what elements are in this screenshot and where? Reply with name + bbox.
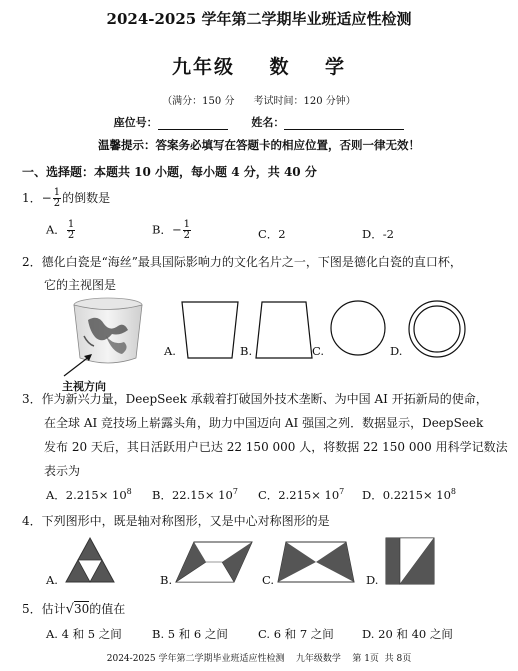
notice: 温馨提示：答案务必填写在答题卡的相应位置，否则一律无效！ xyxy=(98,138,420,152)
question-5-option-b: B. 5 和 6 之间 xyxy=(152,627,228,641)
question-2-option-d-label: D. xyxy=(390,344,403,358)
question-3-line-4: 表示为 xyxy=(44,464,81,478)
radicand: 30 xyxy=(73,602,90,616)
question-3-option-a: A．$2.215\times 10^8$ xyxy=(46,487,132,502)
seat-label: 座位号： xyxy=(113,116,158,129)
option-d-square-figure xyxy=(384,536,436,586)
question-1-option-a: A． $\frac{1}{2}$ xyxy=(46,219,75,241)
question-2-option-c-label: C. xyxy=(312,344,325,358)
question-1-option-b: B．− $\frac{1}{2}$ xyxy=(152,219,190,241)
option-a-trapezoid xyxy=(180,300,240,360)
question-4-option-d-label: D. xyxy=(366,573,379,587)
option-d-concentric-circles xyxy=(406,298,468,360)
question-1-option-d: D．-2 xyxy=(362,227,394,241)
question-1-option-c: C．2 xyxy=(258,227,286,241)
option-a-triangle-figure xyxy=(64,536,116,584)
option-b-trapezoid xyxy=(254,300,314,360)
question-5-option-d: D. 20 和 40 之间 xyxy=(362,627,453,641)
exam-info: （满分：150 分 考试时间：120 分钟） xyxy=(162,96,356,107)
page-footer: 2024-2025 学年第二学期毕业班适应性检测 九年级数学 第 1页 共 8页 xyxy=(106,654,412,664)
name-label: 姓名： xyxy=(251,116,285,129)
question-3-line-1: 3．作为新兴力量，DeepSeek 承载着打破国外技术垄断、为中国 AI 开拓新局的使命， xyxy=(22,392,488,406)
option-c-bowtie-figure xyxy=(276,540,356,584)
fraction: $\frac{1}{2}$ xyxy=(53,187,61,209)
name-blank xyxy=(284,129,404,130)
question-5-stem: 5．估计√30的值在 xyxy=(22,602,126,617)
question-4-stem: 4．下列图形中，既是轴对称图形，又是中心对称图形的是 xyxy=(22,514,330,528)
subject-title: 九年级 数 学 xyxy=(172,56,346,78)
view-direction-arrow xyxy=(58,350,98,380)
option-b-parallelogram-figure xyxy=(174,540,254,584)
question-3-option-c: C．$2.215\times 10^7$ xyxy=(258,487,345,502)
section-title: 一、选择题：本题共 10 小题，每小题 4 分，共 40 分 xyxy=(22,165,317,179)
question-3-line-2: 在全球 AI 竞技场上崭露头角，助力中国迈向 AI 强国之列．数据显示，DeepSeek xyxy=(44,416,484,430)
question-4-option-b-label: B. xyxy=(160,573,173,587)
exam-title: 2024-2025 学年第二学期毕业班适应性检测 xyxy=(106,10,412,28)
question-4-option-c-label: C. xyxy=(262,573,275,587)
option-c-circle xyxy=(328,298,388,358)
question-2-line-2: 它的主视图是 xyxy=(44,278,117,292)
question-2-option-b-label: B. xyxy=(240,344,253,358)
question-3-option-d: D．$0.2215\times 10^8$ xyxy=(362,487,456,502)
question-2-option-a-label: A. xyxy=(164,344,176,358)
question-4-option-a-label: A. xyxy=(46,573,58,587)
question-3-line-3: 发布 20 天后，其日活跃用户已达 22 150 000 人，将数据 22 150 000 用科学记数法 xyxy=(44,440,508,454)
view-direction-label: 主视方向 xyxy=(62,380,106,393)
question-5-option-a: A. 4 和 5 之间 xyxy=(46,627,122,641)
seat-name-row xyxy=(0,114,518,130)
question-2-line-1: 2．德化白瓷是“海丝”最具国际影响力的文化名片之一，下图是德化白瓷的直口杯， xyxy=(22,255,462,269)
seat-blank xyxy=(158,129,228,130)
question-5-option-c: C. 6 和 7 之间 xyxy=(258,627,334,641)
question-1-stem: 1．− $\frac{1}{2}$ 的倒数是 xyxy=(22,187,111,209)
question-3-option-b: B．$22.15\times 10^7$ xyxy=(152,487,238,502)
